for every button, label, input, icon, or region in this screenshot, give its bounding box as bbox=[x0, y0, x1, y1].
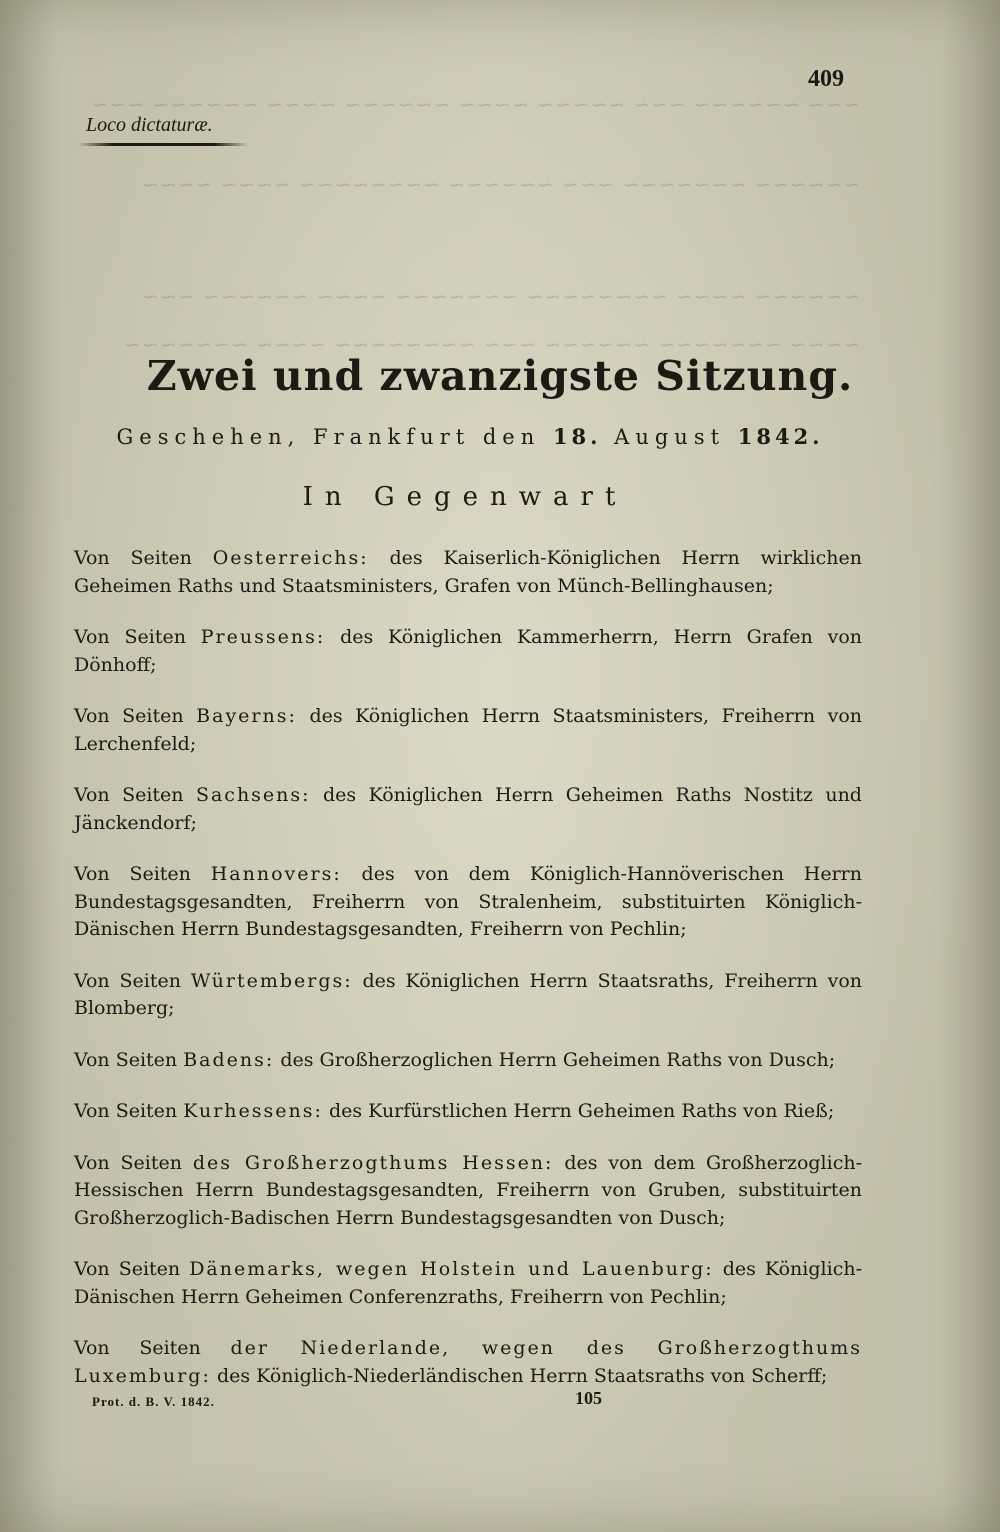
show-through-text: ~~~~~~ ~~~~~~~ ~~~ ~~~~~~ ~~~~~~~~ ~~~~ ~~~~ bbox=[141, 172, 860, 196]
running-head: Loco dictaturæ. bbox=[86, 114, 213, 136]
signature-mark: 105 bbox=[575, 1388, 602, 1408]
delegate-entry: Von Seiten Preussens: des Königlichen Kammerherrn, Herrn Grafen von Dönhoff; bbox=[74, 626, 862, 676]
running-head-rule bbox=[78, 143, 248, 146]
delegate-entry: Von Seiten der Niederlande, wegen des Großherzogthums Luxemburg: des Königlich-Niederländischen Herrn Staatsraths von Scherff; bbox=[74, 1337, 862, 1387]
delegate-entry: Von Seiten Oesterreichs: des Kaiserlich-Königlichen Herrn wirklichen Geheimen Raths und Staatsministers, Grafen von Münch-Bellinghausen; bbox=[74, 547, 862, 597]
delegate-entry: Von Seiten des Großherzogthums Hessen: des von dem Großherzoglich-Hessischen Herrn Bundestagsgesandten, Freiherrn von Gruben, substituirten Großherzoglich-Badischen Herrn Bundestagsgesandten von Dusch; bbox=[74, 1151, 862, 1229]
page-number: 409 bbox=[808, 66, 844, 92]
delegate-entry: Von Seiten Badens: des Großherzoglichen Herrn Geheimen Raths von Dusch; bbox=[74, 1048, 836, 1071]
footer-imprint: Prot. d. B. V. 1842. bbox=[92, 1394, 215, 1409]
delegate-entry: Von Seiten Sachsens: des Königlichen Herrn Geheimen Raths Nostitz und Jänckendorf; bbox=[74, 784, 862, 834]
delegate-entry: Von Seiten Kurhessens: des Kurfürstlichen Herrn Geheimen Raths von Rieß; bbox=[74, 1100, 835, 1122]
show-through-text: ~~~ ~~~~~~ ~~~ ~~~~~ ~~~~ ~~~~~~ ~~~~ ~~~~~~ ~~~ bbox=[90, 92, 860, 116]
delegate-entry: Von Seiten Dänemarks, wegen Holstein und Lauenburg: des Königlich-Dänischen Herrn Geheimen Conferenzraths, Freiherrn von Pechlin; bbox=[74, 1258, 862, 1308]
show-through-text: ~~~~ ~~~~~~~ ~~~~~~ ~~~ ~~~~~~~~ ~~~~ ~~~~~~~ bbox=[123, 332, 860, 356]
session-date-line bbox=[0, 424, 940, 449]
date-year: 1842. bbox=[737, 424, 824, 449]
delegate-entry: Von Seiten Würtembergs: des Königlichen Herrn Staatsraths, Freiherrn von Blomberg; bbox=[74, 969, 862, 1019]
delegate-entry: Von Seiten Bayerns: des Königlichen Herrn Staatsministers, Freiherrn von Lerchenfeld; bbox=[74, 705, 862, 755]
date-prefix: Geschehen, Frankfurt den bbox=[116, 425, 541, 449]
date-month: August bbox=[614, 425, 726, 449]
delegates-list bbox=[74, 545, 862, 1390]
session-title: Zwei und zwanzigste Sitzung. bbox=[146, 352, 854, 400]
presence-heading: In Gegenwart bbox=[302, 482, 628, 512]
show-through-text: ~~~~~~ ~~~~ ~~~~~~~~ ~~~~~~~ ~~~~ ~~~~~~ ~~~ bbox=[141, 284, 860, 308]
date-day: 18. bbox=[552, 424, 602, 449]
delegate-entry: Von Seiten Hannovers: des von dem Königlich-Hannöverischen Herrn Bundestagsgesandten, Freiherrn von Stralenheim, substituirten Königlich-Dänischen Herrn Bundestagsgesandten, Freiherrn von Pechlin; bbox=[74, 863, 862, 940]
